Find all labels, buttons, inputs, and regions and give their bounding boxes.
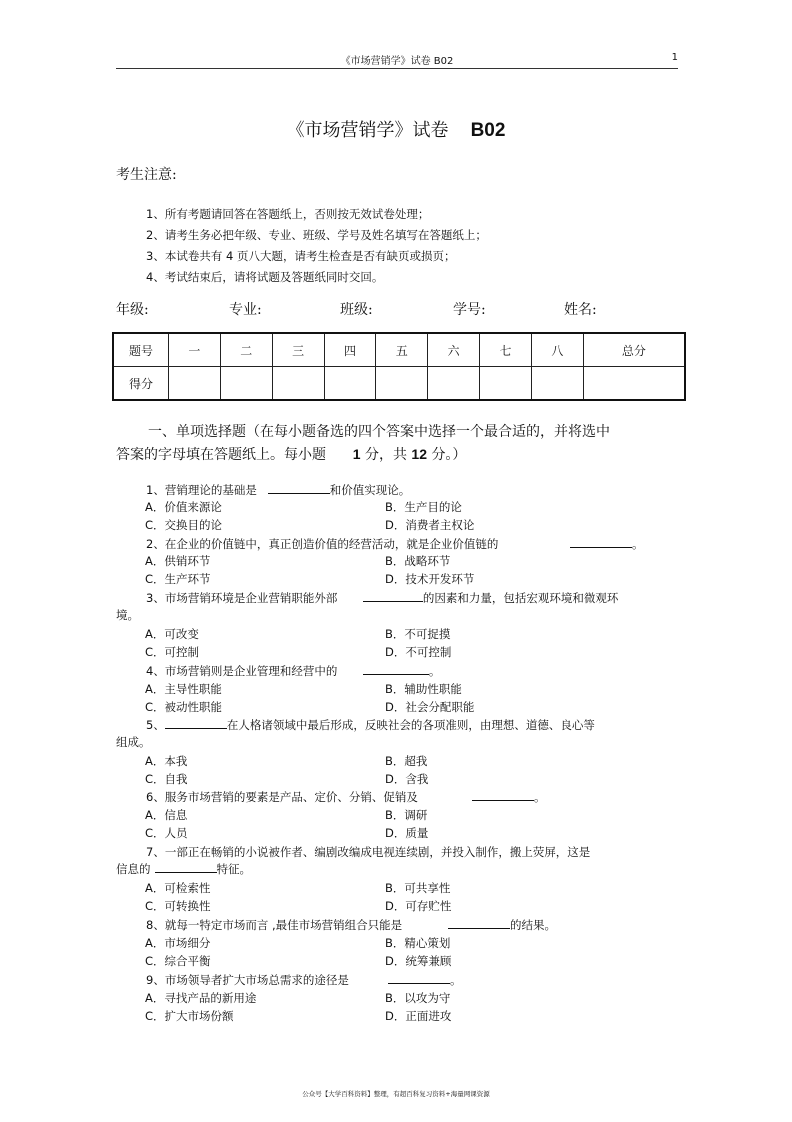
stem-text: 1、营销理论的基础是 — [146, 483, 257, 497]
option-c: C．扩大市场份额 — [145, 1009, 234, 1023]
question-7 — [116, 843, 676, 861]
answer-blank — [388, 971, 450, 984]
option-b: B．生产目的论 — [385, 500, 462, 514]
question-blank-group — [388, 971, 462, 989]
question-5-continuation — [116, 733, 676, 751]
stem-continuation: 境。 — [116, 608, 139, 622]
score-cell — [169, 367, 221, 401]
answer-blank — [448, 916, 510, 929]
question-stem — [146, 589, 618, 607]
notice-list — [146, 204, 487, 288]
stem-text: 。 — [428, 664, 441, 678]
answer-blank — [472, 788, 534, 801]
option-a: A．可改变 — [145, 627, 199, 641]
option-c: C．自我 — [145, 772, 188, 786]
option-a: A．供销环节 — [145, 554, 211, 568]
question-5 — [116, 716, 676, 734]
score-cell — [272, 367, 324, 401]
option-b: B．调研 — [385, 808, 428, 822]
question-stem — [146, 716, 595, 734]
option-d: D．正面进攻 — [385, 1009, 452, 1023]
option-c: C．生产环节 — [145, 572, 211, 586]
notice-item: 2、请考生务必把年级、专业、班级、学号及姓名填写在答题纸上； — [146, 228, 487, 242]
question-3 — [116, 589, 676, 607]
question-stem — [146, 535, 498, 553]
major-label: 专业: — [229, 302, 262, 318]
question-stem — [146, 662, 440, 680]
stem-text: 9、市场领导者扩大市场总需求的途径是 — [146, 973, 349, 987]
option-b: B．战略环节 — [385, 554, 451, 568]
question-stem: 7、一部正在畅销的小说被作者、编剧改编成电视连续剧，并投入制作，搬上荧屏，这是 — [146, 845, 591, 859]
option-d: D．含我 — [385, 772, 429, 786]
option-d: D．统筹兼顾 — [385, 954, 452, 968]
answer-blank — [165, 716, 227, 729]
question-2 — [116, 535, 676, 553]
page-footer: 公众号【大学百科资料】整理，有超百科复习资料+海量网课资源 — [302, 1090, 490, 1098]
option-b: B．辅助性职能 — [385, 682, 462, 696]
stem-text: 。 — [450, 973, 462, 987]
option-c: C．可控制 — [145, 645, 200, 659]
total-points: 12 — [411, 446, 427, 462]
score-header-cell: 一 — [169, 333, 221, 367]
score-table — [112, 332, 686, 401]
option-a: A．可检索性 — [145, 881, 211, 895]
option-a: A．信息 — [145, 808, 188, 822]
stem-text: 特征。 — [216, 862, 251, 876]
score-table-header-row — [113, 333, 685, 367]
stem-text: 。 — [534, 790, 546, 804]
question-7-continuation — [116, 860, 676, 878]
option-c: C．综合平衡 — [145, 954, 211, 968]
class-label: 班级: — [340, 302, 373, 318]
answer-blank — [268, 481, 330, 494]
stem-text: 3、市场营销环境是企业营销职能外部 — [146, 591, 338, 605]
question-4 — [116, 662, 676, 680]
student-info-line — [116, 299, 696, 319]
question-blank-group — [570, 535, 644, 553]
section-one-title — [116, 421, 676, 466]
stem-text: 和价值实现论。 — [329, 483, 411, 497]
score-cell — [324, 367, 376, 401]
score-cell — [220, 367, 272, 401]
stem-text: 6、服务市场营销的要素是产品、定价、分销、促销及 — [146, 790, 418, 804]
score-cell — [583, 367, 685, 401]
score-header-cell: 五 — [376, 333, 428, 367]
stem-text: 的因素和力量，包括宏观环境和微观环 — [422, 591, 619, 605]
score-header-cell: 六 — [428, 333, 480, 367]
score-header-cell: 七 — [480, 333, 532, 367]
section-title-line: 一、单项选择题（在每小题备选的四个答案中选择一个最合适的，并将选中 — [148, 424, 610, 440]
notice-heading: 考生注意: — [116, 167, 177, 183]
grade-label: 年级: — [116, 302, 149, 318]
score-header-cell: 四 — [324, 333, 376, 367]
option-d: D．技术开发环节 — [385, 572, 475, 586]
section-title-text: 答案的字母填在答题纸上。每小题 — [116, 447, 326, 463]
question-blank-group — [448, 916, 556, 934]
exam-title — [0, 116, 792, 142]
exam-code: B02 — [470, 120, 506, 141]
notice-item: 3、本试卷共有 4 页八大题，请考生检查是否有缺页或损页； — [146, 249, 456, 263]
points-per-item: 1 — [352, 446, 361, 462]
option-a: A．寻找产品的新用途 — [145, 991, 257, 1005]
option-c: C．交换目的论 — [145, 518, 223, 532]
question-blank-group — [472, 788, 546, 806]
option-c: C．可转换性 — [145, 899, 211, 913]
question-3-continuation — [116, 606, 676, 624]
stem-text: 在人格诸领域中最后形成，反映社会的各项准则，由理想、道德、良心等 — [226, 718, 595, 732]
score-header-cell: 二 — [220, 333, 272, 367]
question-stem — [146, 481, 410, 499]
option-b: B．以攻为守 — [385, 991, 451, 1005]
question-stem — [146, 916, 402, 934]
stem-text: 4、市场营销则是企业管理和经营中的 — [146, 664, 338, 678]
stem-text: 5、 — [146, 718, 165, 732]
option-b: B．不可捉摸 — [385, 627, 451, 641]
option-d: D．可存贮性 — [385, 899, 452, 913]
question-8 — [116, 916, 676, 934]
name-label: 姓名: — [564, 302, 597, 318]
option-a: A．价值来源论 — [145, 500, 222, 514]
option-a: A．主导性职能 — [145, 682, 222, 696]
score-cell — [428, 367, 480, 401]
question-stem — [146, 971, 349, 989]
option-d: D．消费者主权论 — [385, 518, 475, 532]
answer-blank — [155, 860, 217, 873]
running-header-title: 《市场营销学》试卷 B02 — [340, 56, 454, 67]
option-d: D．社会分配职能 — [385, 700, 475, 714]
stem-text: 的结果。 — [510, 918, 556, 932]
answer-blank — [363, 589, 423, 602]
question-1 — [116, 481, 676, 499]
score-table-score-row — [113, 367, 685, 401]
stem-text: 2、在企业的价值链中，真正创造价值的经营活动，就是企业价值链的 — [146, 537, 499, 551]
score-header-cell: 八 — [531, 333, 583, 367]
question-stem — [146, 788, 418, 806]
exam-title-text: 《市场营销学》试卷 — [286, 120, 449, 141]
question-9 — [116, 971, 676, 989]
answer-blank — [363, 662, 429, 675]
option-b: B．可共享性 — [385, 881, 451, 895]
option-d: D．不可控制 — [385, 645, 452, 659]
score-header-cell: 题号 — [113, 333, 169, 367]
section-title-line — [116, 443, 676, 466]
running-header — [116, 50, 678, 69]
section-title-text: 分，共 — [364, 447, 407, 463]
stem-continuation: 组成。 — [116, 735, 151, 749]
page-number: 1 — [671, 52, 678, 63]
score-header-cell: 三 — [272, 333, 324, 367]
score-cell — [376, 367, 428, 401]
option-a: A．市场细分 — [145, 936, 211, 950]
stem-text: 8、就每一特定市场而言 ,最佳市场营销组合只能是 — [146, 918, 403, 932]
stem-text: 信息的 — [116, 862, 151, 876]
option-b: B．超我 — [385, 754, 428, 768]
stem-continuation — [116, 860, 251, 878]
option-d: D．质量 — [385, 826, 429, 840]
score-header-cell: 总分 — [583, 333, 685, 367]
stem-text: 。 — [632, 537, 644, 551]
score-cell — [531, 367, 583, 401]
notice-item: 1、所有考题请回答在答题纸上，否则按无效试卷处理； — [146, 207, 430, 221]
question-6 — [116, 788, 676, 806]
notice-item: 4、考试结束后，请将试题及答题纸同时交回。 — [146, 270, 384, 284]
option-a: A．本我 — [145, 754, 188, 768]
score-row-label: 得分 — [113, 367, 169, 401]
section-title-text: 分。） — [431, 447, 467, 463]
answer-blank — [570, 535, 632, 548]
option-c: C．人员 — [145, 826, 188, 840]
option-b: B．精心策划 — [385, 936, 451, 950]
student-id-label: 学号: — [453, 302, 486, 318]
option-c: C．被动性职能 — [145, 700, 223, 714]
score-cell — [480, 367, 532, 401]
